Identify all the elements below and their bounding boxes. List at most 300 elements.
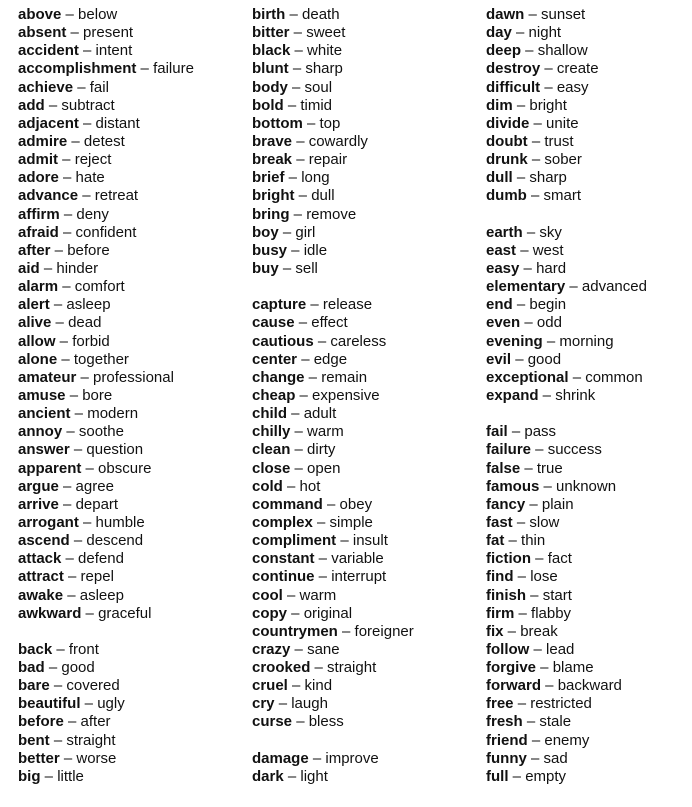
word: divide: [486, 114, 530, 132]
separator: –: [287, 405, 304, 423]
section-spacer: [486, 206, 647, 224]
antonym-pair: [486, 115, 647, 133]
antonym-pair: [252, 351, 414, 369]
word: black: [252, 42, 291, 60]
separator: –: [512, 169, 530, 187]
word: bottom: [252, 114, 303, 132]
antonym-pair: [18, 677, 194, 695]
separator: –: [337, 622, 355, 640]
antonym: distant: [95, 114, 140, 132]
separator: –: [62, 423, 79, 441]
antonym-pair: [252, 713, 414, 731]
antonym: sharp: [305, 60, 343, 78]
antonym-pair: [18, 296, 194, 314]
antonym-pair: [18, 351, 194, 369]
antonym-pair: [252, 441, 414, 459]
separator: –: [287, 241, 304, 259]
antonym: long: [301, 169, 330, 187]
antonym: failure: [153, 60, 194, 78]
separator: –: [49, 296, 67, 314]
antonym: asleep: [79, 586, 124, 604]
word: better: [18, 749, 60, 767]
antonym: slow: [529, 513, 560, 531]
antonym-pair: [252, 623, 414, 641]
separator: –: [78, 513, 96, 531]
antonym-pair: [18, 387, 194, 405]
word: command: [252, 495, 323, 513]
antonym: idle: [303, 241, 328, 259]
antonym: depart: [75, 495, 119, 513]
antonym: professional: [93, 368, 174, 386]
antonym-pair: [18, 750, 194, 768]
antonym: foreigner: [354, 622, 414, 640]
word: busy: [252, 241, 288, 259]
antonym: timid: [300, 96, 333, 114]
separator: –: [290, 459, 308, 477]
antonym-pair: [18, 42, 194, 60]
antonym-pair: [18, 242, 194, 260]
antonym: graceful: [98, 604, 152, 622]
word: evening: [486, 332, 543, 350]
separator: –: [136, 60, 154, 78]
separator: –: [519, 259, 537, 277]
antonym-pair: [486, 623, 647, 641]
separator: –: [49, 731, 67, 749]
separator: –: [63, 586, 80, 604]
antonym: subtract: [61, 96, 115, 114]
separator: –: [322, 495, 340, 513]
antonym-pair: [486, 42, 647, 60]
separator: –: [58, 169, 76, 187]
antonym-pair: [252, 659, 414, 677]
antonym: cowardly: [308, 132, 368, 150]
antonym-pair: [252, 478, 414, 496]
separator: –: [78, 114, 96, 132]
separator: –: [67, 132, 84, 150]
antonym: question: [86, 441, 144, 459]
word: ancient: [18, 405, 71, 423]
antonym: sane: [307, 640, 340, 658]
word: find: [486, 568, 514, 586]
antonym: hate: [75, 169, 105, 187]
word: dim: [486, 96, 513, 114]
antonym: pass: [524, 423, 557, 441]
separator: –: [531, 441, 548, 459]
separator: –: [58, 151, 75, 169]
antonym: obscure: [98, 459, 152, 477]
antonym: before: [67, 241, 110, 259]
antonym: west: [532, 241, 564, 259]
antonym-pair: [18, 60, 194, 78]
antonym-pair: [252, 514, 414, 532]
antonym-pair: [18, 496, 194, 514]
antonym: dirty: [307, 441, 336, 459]
separator: –: [306, 296, 323, 314]
antonym-pair: [486, 732, 647, 750]
word: adjacent: [18, 114, 79, 132]
separator: –: [61, 6, 79, 23]
antonym-pair: [486, 296, 647, 314]
antonym: after: [80, 713, 111, 731]
antonym: stale: [539, 713, 572, 731]
separator: –: [527, 132, 545, 150]
separator: –: [44, 96, 62, 114]
antonym: adult: [303, 405, 337, 423]
word: drunk: [486, 151, 528, 169]
antonym-pair: [252, 369, 414, 387]
word: fresh: [486, 713, 523, 731]
antonym: top: [319, 114, 341, 132]
separator: –: [503, 622, 521, 640]
antonym-pair: [252, 460, 414, 478]
antonym: sharp: [529, 169, 567, 187]
antonym: retreat: [94, 187, 139, 205]
word: above: [18, 6, 62, 23]
separator: –: [80, 695, 98, 713]
antonym: thin: [521, 532, 546, 550]
antonym: night: [528, 24, 562, 42]
antonym-pair: [18, 460, 194, 478]
antonym: start: [542, 586, 572, 604]
antonym: bright: [529, 96, 567, 114]
antonym: covered: [66, 677, 120, 695]
separator: –: [526, 749, 544, 767]
word: continue: [252, 568, 315, 586]
antonym: warm: [307, 423, 344, 441]
separator: –: [295, 386, 313, 404]
word: dumb: [486, 187, 527, 205]
antonym-pair: [486, 6, 647, 24]
antonym-pair: [252, 24, 414, 42]
antonym: improve: [325, 749, 379, 767]
antonym: little: [57, 767, 84, 785]
word: countrymen: [252, 622, 338, 640]
antonym-pair: [252, 768, 414, 786]
word: dark: [252, 767, 284, 785]
antonym: front: [68, 640, 99, 658]
antonym: hot: [299, 477, 321, 495]
antonym-pair: [18, 314, 194, 332]
antonym-pair: [486, 133, 647, 151]
separator: –: [294, 187, 312, 205]
separator: –: [504, 532, 522, 550]
word: dull: [486, 169, 513, 187]
word: clean: [252, 441, 291, 459]
antonym-pair: [486, 224, 647, 242]
antonym-pair: [252, 587, 414, 605]
antonym: trust: [544, 132, 574, 150]
separator: –: [290, 640, 308, 658]
word: compliment: [252, 532, 337, 550]
antonym: together: [73, 350, 129, 368]
separator: –: [284, 169, 302, 187]
separator: –: [287, 677, 305, 695]
separator: –: [536, 659, 553, 677]
word: brave: [252, 132, 293, 150]
separator: –: [527, 731, 545, 749]
antonym-pair: [18, 369, 194, 387]
word: amateur: [18, 368, 77, 386]
word: beautiful: [18, 695, 81, 713]
antonym: white: [307, 42, 343, 60]
antonym: repair: [308, 151, 348, 169]
separator: –: [512, 296, 530, 314]
separator: –: [527, 151, 545, 169]
section-spacer: [486, 405, 647, 423]
word: after: [18, 241, 51, 259]
word: fix: [486, 622, 504, 640]
antonym: open: [307, 459, 341, 477]
antonym-column-3: [486, 6, 647, 786]
antonym-pair: [252, 133, 414, 151]
antonym-pair: [252, 568, 414, 586]
antonym: fact: [547, 550, 572, 568]
separator: –: [542, 332, 560, 350]
separator: –: [289, 205, 307, 223]
antonym-pair: [486, 60, 647, 78]
separator: –: [278, 223, 296, 241]
word: arrive: [18, 495, 59, 513]
separator: –: [40, 767, 58, 785]
separator: –: [58, 477, 76, 495]
separator: –: [568, 368, 586, 386]
antonym: original: [303, 604, 353, 622]
separator: –: [81, 604, 99, 622]
antonym-pair: [252, 496, 414, 514]
separator: –: [308, 749, 326, 767]
antonym: reject: [74, 151, 112, 169]
antonym-pair: [252, 169, 414, 187]
antonym: simple: [329, 513, 373, 531]
antonym: girl: [295, 223, 316, 241]
antonym-pair: [252, 333, 414, 351]
antonym: worse: [76, 749, 117, 767]
antonym-pair: [18, 732, 194, 750]
antonym: edge: [313, 350, 348, 368]
antonym-pair: [18, 97, 194, 115]
separator: –: [526, 187, 544, 205]
word: destroy: [486, 60, 541, 78]
separator: –: [290, 423, 308, 441]
word: deep: [486, 42, 522, 60]
antonym-pair: [18, 224, 194, 242]
word: brief: [252, 169, 285, 187]
word: annoy: [18, 423, 63, 441]
word: admit: [18, 151, 59, 169]
word: admire: [18, 132, 68, 150]
separator: –: [65, 386, 83, 404]
antonym: shrink: [555, 386, 596, 404]
antonym-pair: [18, 133, 194, 151]
antonym-pair: [486, 242, 647, 260]
separator: –: [81, 459, 99, 477]
word: day: [486, 24, 512, 42]
antonym: confident: [75, 223, 137, 241]
antonym: good: [527, 350, 562, 368]
antonym: death: [302, 6, 340, 23]
separator: –: [529, 114, 547, 132]
antonym-pair: [486, 695, 647, 713]
antonym: effect: [311, 314, 348, 332]
antonym: plain: [541, 495, 574, 513]
antonym: intent: [95, 42, 133, 60]
antonym-pair: [486, 187, 647, 205]
separator: –: [520, 459, 537, 477]
antonym-pair: [486, 496, 647, 514]
word: bent: [18, 731, 50, 749]
antonym-pair: [486, 659, 647, 677]
antonym-pair: [486, 278, 647, 296]
word: expand: [486, 386, 539, 404]
separator: –: [538, 386, 556, 404]
antonym-pair: [486, 151, 647, 169]
antonym-pair: [486, 514, 647, 532]
antonym: common: [585, 368, 643, 386]
separator: –: [49, 677, 67, 695]
antonym-pair: [18, 79, 194, 97]
antonym-pair: [18, 24, 194, 42]
word: back: [18, 640, 53, 658]
antonym-pair: [252, 260, 414, 278]
antonym: forbid: [72, 332, 110, 350]
antonym-pair: [252, 532, 414, 550]
separator: –: [57, 350, 74, 368]
word: constant: [252, 550, 315, 568]
antonym-pair: [252, 405, 414, 423]
antonym: shallow: [537, 42, 588, 60]
word: easy: [486, 259, 520, 277]
separator: –: [44, 659, 62, 677]
antonym-pair: [486, 550, 647, 568]
separator: –: [512, 96, 530, 114]
separator: –: [522, 713, 540, 731]
word: absent: [18, 24, 67, 42]
word: aid: [18, 259, 40, 277]
antonym-pair: [18, 550, 194, 568]
separator: –: [292, 151, 309, 169]
antonym: obey: [339, 495, 373, 513]
antonym: good: [61, 659, 95, 677]
separator: –: [507, 423, 525, 441]
antonym-pair: [252, 296, 414, 314]
antonym: variable: [331, 550, 384, 568]
section-spacer: [252, 278, 414, 296]
antonym: release: [322, 296, 373, 314]
word: amuse: [18, 386, 66, 404]
antonym-pair: [18, 587, 194, 605]
word: change: [252, 368, 305, 386]
word: bad: [18, 659, 45, 677]
word: fat: [486, 532, 505, 550]
antonym: asleep: [66, 296, 111, 314]
word: bitter: [252, 24, 290, 42]
antonym: sunset: [541, 6, 586, 23]
separator: –: [58, 223, 76, 241]
word: famous: [486, 477, 540, 495]
separator: –: [288, 60, 306, 78]
word: exceptional: [486, 368, 569, 386]
antonym-pair: [486, 478, 647, 496]
antonym: backward: [557, 677, 622, 695]
word: ascend: [18, 532, 70, 550]
antonym: sober: [544, 151, 582, 169]
word: bright: [252, 187, 295, 205]
antonym-pair: [252, 42, 414, 60]
word: fast: [486, 513, 513, 531]
antonym: humble: [95, 513, 145, 531]
antonym: insult: [352, 532, 388, 550]
antonym: lose: [530, 568, 558, 586]
antonym-pair: [18, 333, 194, 351]
antonym: bore: [82, 386, 113, 404]
antonym-pair: [252, 206, 414, 224]
separator: –: [302, 114, 320, 132]
separator: –: [310, 659, 328, 677]
antonym-pair: [18, 713, 194, 731]
antonym-pair: [486, 314, 647, 332]
separator: –: [66, 24, 84, 42]
antonym-pair: [18, 532, 194, 550]
antonym-pair: [18, 768, 194, 786]
separator: –: [297, 350, 314, 368]
antonym: warm: [299, 586, 337, 604]
separator: –: [565, 278, 582, 296]
word: elementary: [486, 278, 566, 296]
antonym-pair: [18, 605, 194, 623]
word: dawn: [486, 6, 525, 23]
separator: –: [508, 767, 526, 785]
word: failure: [486, 441, 532, 459]
separator: –: [287, 78, 305, 96]
word: break: [252, 151, 293, 169]
word: big: [18, 767, 41, 785]
separator: –: [59, 205, 77, 223]
word: argue: [18, 477, 59, 495]
word: afraid: [18, 223, 59, 241]
separator: –: [285, 6, 303, 23]
antonym: soul: [304, 78, 333, 96]
word: alert: [18, 296, 50, 314]
word: arrogant: [18, 513, 79, 531]
word: affirm: [18, 205, 60, 223]
antonym-pair: [486, 713, 647, 731]
separator: –: [59, 749, 77, 767]
separator: –: [540, 78, 557, 96]
antonym-column-1: [18, 6, 194, 786]
antonym-pair: [18, 478, 194, 496]
word: false: [486, 459, 521, 477]
antonym-pair: [18, 260, 194, 278]
antonym: interrupt: [331, 568, 387, 586]
word: forgive: [486, 659, 537, 677]
antonym: sell: [295, 259, 318, 277]
separator: –: [529, 640, 547, 658]
word: accomplishment: [18, 60, 137, 78]
word: boy: [252, 223, 279, 241]
antonym: present: [83, 24, 134, 42]
antonym: easy: [556, 78, 589, 96]
antonym-pair: [486, 750, 647, 768]
antonym: sky: [539, 223, 562, 241]
word: before: [18, 713, 64, 731]
antonym-pair: [486, 333, 647, 351]
word: allow: [18, 332, 56, 350]
word: friend: [486, 731, 528, 749]
antonym-pair: [18, 423, 194, 441]
antonym: ugly: [97, 695, 125, 713]
antonym-pair: [252, 605, 414, 623]
antonym-pair: [486, 423, 647, 441]
